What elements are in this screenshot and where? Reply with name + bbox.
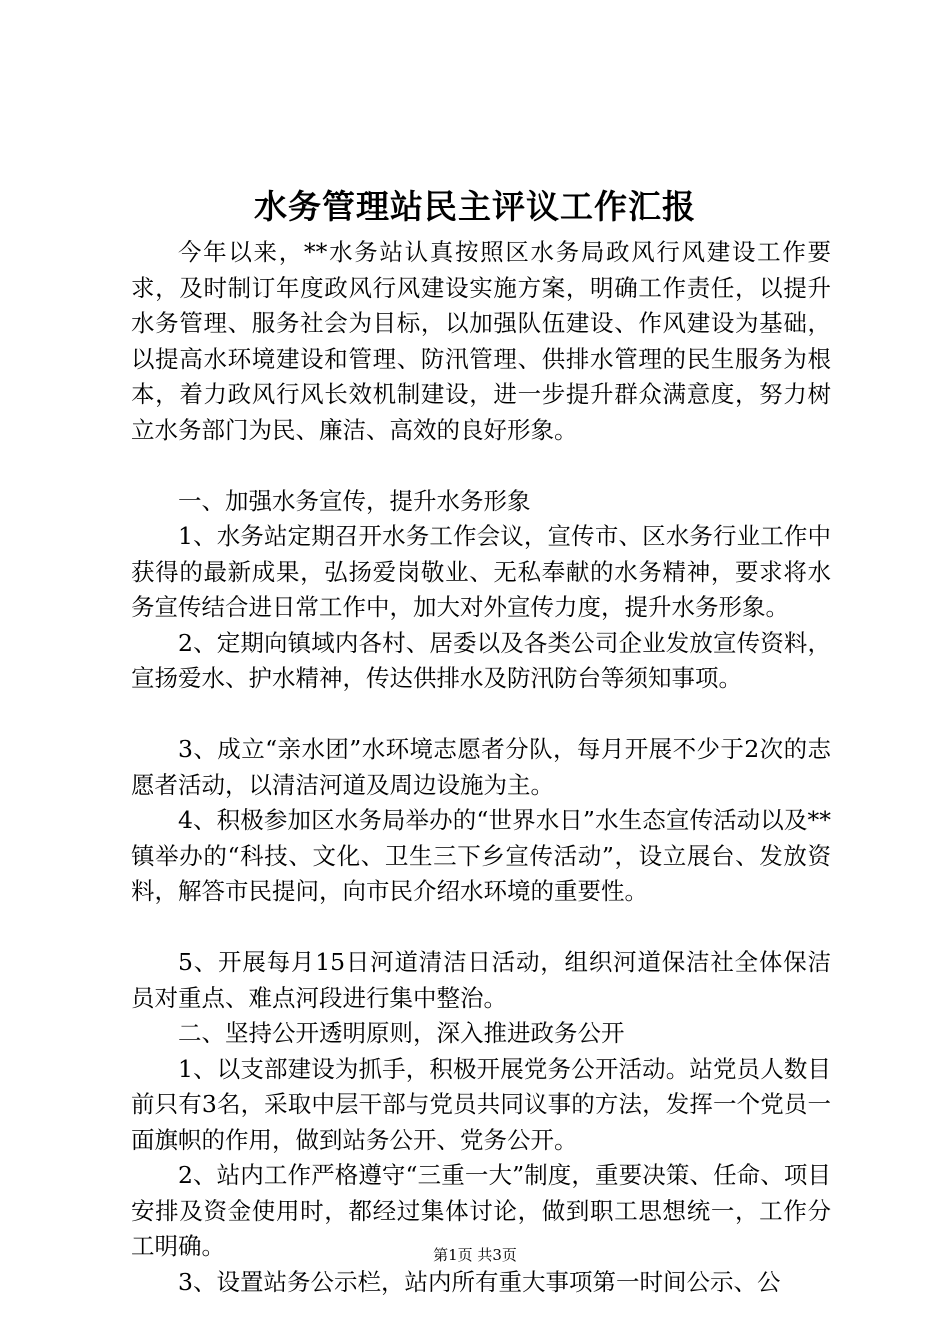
paragraph-1-5: 5、开展每月15日河道清洁日活动，组织河道保洁社全体保洁员对重点、难点河段进行集中整治。 [131,948,831,1012]
intro-paragraph: 今年以来，**水务站认真按照区水务局政风行风建设工作要求，及时制订年度政风行风建设实施方案，明确工作责任，以提升水务管理、服务社会为目标，以加强队伍建设、作风建设为基础，以提高水环境建设和管理、防汛管理、供排水管理的民生服务为根本，着力政风行风长效机制建设，进一步提升群众满意度，努力树立水务部门为民、廉洁、高效的良好形象。 [131,238,831,444]
section-heading-1: 一、加强水务宣传，提升水务形象 [178,486,531,515]
blank-line [131,448,831,484]
paragraph-1-3: 3、成立“亲水团”水环境志愿者分队，每月开展不少于2次的志愿者活动，以清洁河道及周边设施为主。 [131,735,831,799]
section-heading-2: 二、坚持公开透明原则，深入推进政务公开 [178,1019,625,1047]
document-title: 水务管理站民主评议工作汇报 [254,187,696,226]
paragraph-1-4: 4、积极参加区水务局举办的“世界水日”水生态宣传活动以及**镇举办的“科技、文化、卫生三下乡宣传活动”，设立展台、发放资料，解答市民提问，向市民介绍水环境的重要性。 [131,806,831,905]
page-footer: 第1页 共3页 [433,1246,517,1264]
document-body [131,235,831,1300]
paragraph-2-2: 2、站内工作严格遵守“三重一大”制度，重要决策、任命、项目安排及资金使用时，都经过集体讨论，做到职工思想统一，工作分工明确。 [131,1161,831,1260]
paragraph-1-1: 1、水务站定期召开水务工作会议，宣传市、区水务行业工作中获得的最新成果，弘扬爱岗敬业、无私奉献的水务精神，要求将水务宣传结合进日常工作中，加大对外宣传力度，提升水务形象。 [131,522,831,621]
blank-line [131,697,831,733]
paragraph-1-2: 2、定期向镇域内各村、居委以及各类公司企业发放宣传资料，宣扬爱水、护水精神，传达供排水及防汛防台等须知事项。 [131,628,831,692]
paragraph-2-3: 3、设置站务公示栏，站内所有重大事项第一时间公示、公 [178,1267,781,1296]
blank-line [131,910,831,946]
paragraph-2-1: 1、以支部建设为抓手，积极开展党务公开活动。站党员人数目前只有3名，采取中层干部与党员共同议事的方法，发挥一个党员一面旗帜的作用，做到站务公开、党务公开。 [131,1054,831,1154]
